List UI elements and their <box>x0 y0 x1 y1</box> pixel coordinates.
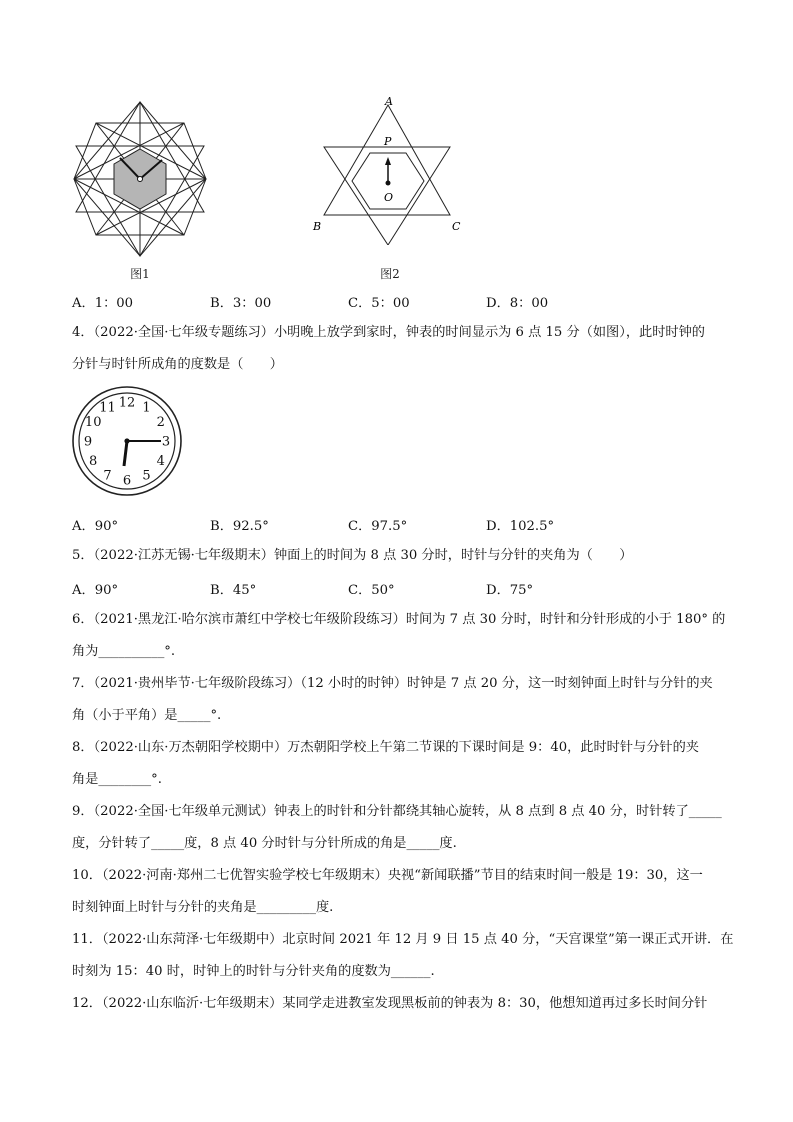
q5-text-line1: 5．（2022·江苏无锡·七年级期末）钟面上的时间为 8 点 30 分时，时针与分针的夹角为（ ） <box>72 548 633 563</box>
q7-text-line2: 角（小于平角）是_____°. <box>72 708 222 723</box>
q3-options <box>72 292 772 310</box>
clock-number-10: 10 <box>84 415 102 430</box>
clock-number-12: 12 <box>118 395 136 411</box>
q4-option-d: D．102.5° <box>486 519 555 534</box>
q4-text-line1: 4．（2022·全国·七年级专题练习）小明晚上放学到家时，钟表的时间显示为 6 点 15 分（如图），此时时钟的 <box>72 325 705 340</box>
q6-text-line1: 6．（2021·黑龙江·哈尔滨市萧红中学校七年级阶段练习）时间为 7 点 30 分时，时针和分针形成的小于 180° 的 <box>72 612 726 627</box>
q9-text-line1: 9．（2022·全国·七年级单元测试）钟表上的时针和分针都绕其轴心旋转，从 8 点到 8 点 40 分，时针转了_____ <box>72 804 722 819</box>
q11-text-line1: 11．（2022·山东菏泽·七年级期中）北京时间 2021 年 12 月 9 日 15 点 40 分，“天宫课堂”第一课正式开讲．在 <box>72 932 734 947</box>
clock-number-9: 9 <box>83 434 93 450</box>
q4-option-c: C．97.5° <box>348 519 408 534</box>
q10-text-line2: 时刻钟面上时针与分针的夹角是_________度. <box>72 900 334 915</box>
q5-option-c: C．50° <box>348 583 395 598</box>
q8-text-line2: 角是________°. <box>72 772 162 787</box>
q4-option-a: A．90° <box>72 519 119 534</box>
clock-number-5: 5 <box>142 468 151 484</box>
figure-2-star-hexagon <box>310 95 470 245</box>
label-A: A <box>385 95 393 108</box>
clock-number-7: 7 <box>103 468 112 484</box>
q5-options <box>72 579 772 597</box>
q9-text-line2: 度，分针转了_____度，8 点 40 分时针与分针所成的角是_____度. <box>72 836 457 851</box>
clock-number-3: 3 <box>161 434 171 450</box>
q12-text-line1: 12．（2022·山东临沂·七年级期末）某同学走进教室发现黑板前的钟表为 8：30，他想知道再过多长时间分针 <box>72 996 708 1011</box>
label-P: P <box>384 135 392 148</box>
q3-option-a: A．1：00 <box>72 296 134 311</box>
clock-number-1: 1 <box>142 400 151 416</box>
q4-option-b: B．92.5° <box>210 519 269 534</box>
q8-text-line1: 8．（2022·山东·万杰朝阳学校期中）万杰朝阳学校上午第二节课的下课时间是 9：40，此时时针与分针的夹 <box>72 740 699 755</box>
q5-option-d: D．75° <box>486 583 534 598</box>
q3-option-b: B．3：00 <box>210 296 272 311</box>
figure-1-caption: 图1 <box>130 267 150 281</box>
q3-option-c: C．5：00 <box>348 296 410 311</box>
q6-text-line2: 角为__________°. <box>72 644 176 659</box>
label-O: O <box>384 191 394 204</box>
q11-text-line2: 时刻为 15：40 时，时钟上的时针与分针夹角的度数为______. <box>72 964 435 979</box>
label-B: B <box>313 220 322 233</box>
clock-number-8: 8 <box>89 454 98 469</box>
figure-1-star-clock <box>70 98 210 260</box>
q5-option-a: A．90° <box>72 583 119 598</box>
clock-figure <box>70 384 184 498</box>
q10-text-line1: 10．（2022·河南·郑州二七优智实验学校七年级期末）央视“新闻联播”节目的结束时间一般是 19：30，这一 <box>72 868 703 883</box>
clock-number-2: 2 <box>156 415 165 430</box>
q3-option-d: D．8：00 <box>486 296 549 311</box>
q7-text-line1: 7．（2021·贵州毕节·七年级阶段练习）（12 小时的时钟）时钟是 7 点 20 分，这一时刻钟面上时针与分针的夹 <box>72 676 713 691</box>
figure-2-caption: 图2 <box>380 267 400 281</box>
q4-text-line2: 分针与时针所成角的度数是（ ） <box>72 357 283 372</box>
label-C: C <box>452 220 461 233</box>
clock-number-4: 4 <box>156 454 165 469</box>
clock-number-11: 11 <box>99 400 116 416</box>
q4-options <box>72 515 772 533</box>
clock-number-6: 6 <box>122 473 132 489</box>
q5-option-b: B．45° <box>210 583 257 598</box>
